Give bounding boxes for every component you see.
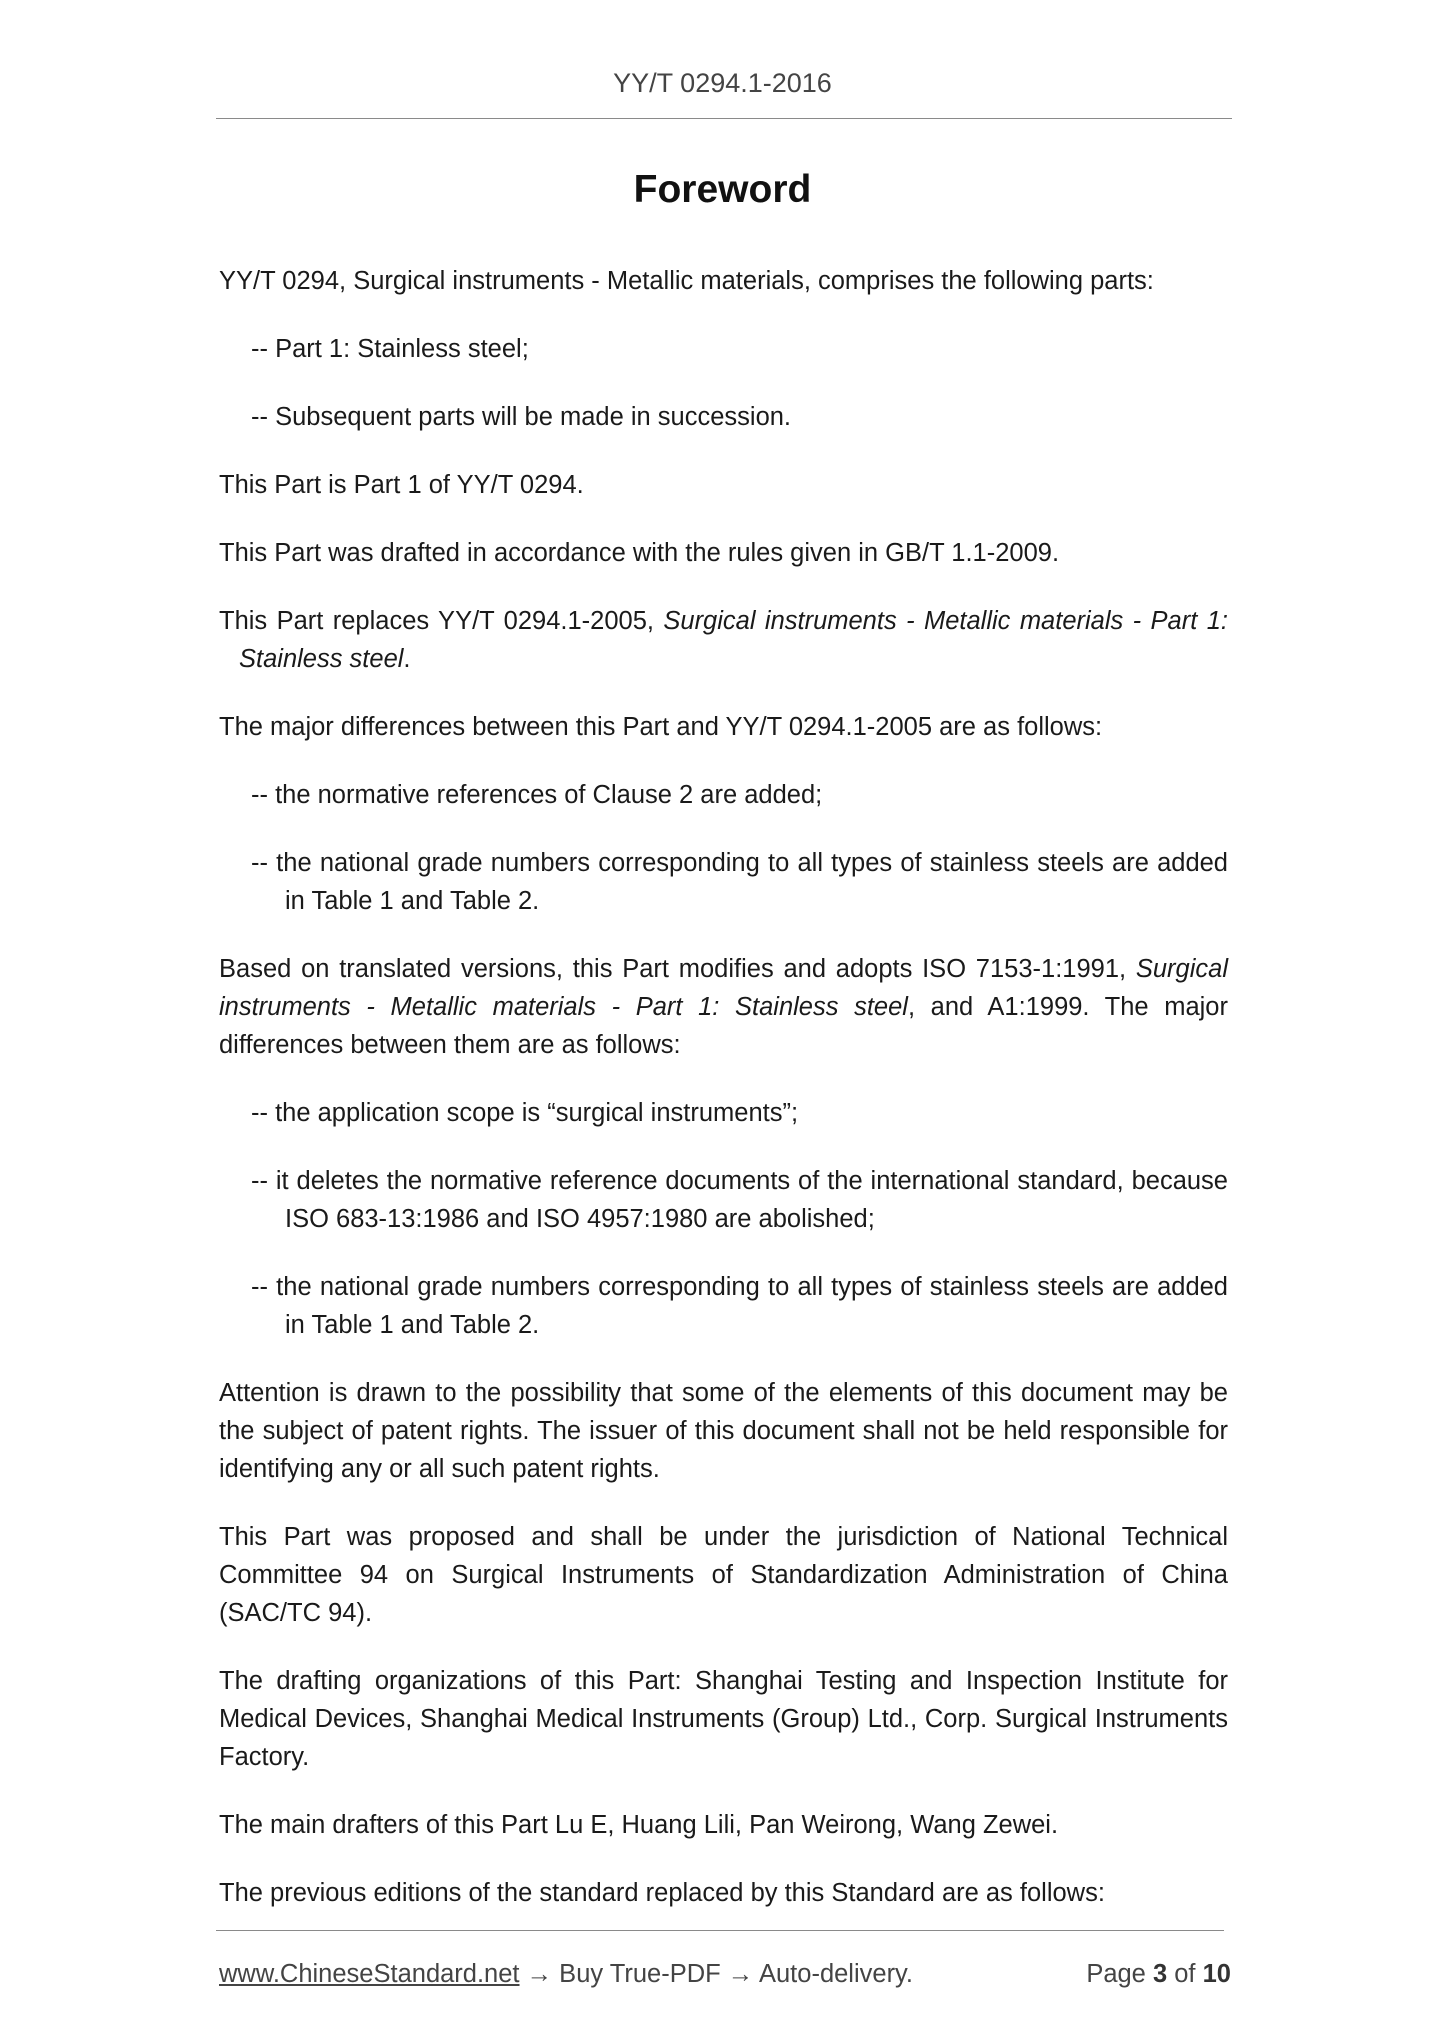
replaces-end: . [403,645,411,673]
list-item: -- Part 1: Stainless steel; [251,335,529,363]
previous-editions-paragraph: The previous editions of the standard replaced by this Standard are as follows: [219,1879,1105,1907]
list-item: -- the application scope is “surgical instruments”; [251,1099,799,1127]
footer-promo [219,1960,913,1989]
iso-title: Surgical instruments - Metallic materials - Part 1: Stainless steel [219,955,1228,1021]
intro-paragraph: YY/T 0294, Surgical instruments - Metallic materials, comprises the following parts: [219,267,1154,295]
document-body [219,262,1228,1942]
header-divider [216,118,1232,119]
replaces-text: This Part replaces YY/T 0294.1-2005, [219,607,664,635]
list-item: -- it deletes the normative reference documents of the international standard, because ISO 683-13:1986 and ISO 4957:1980 are abolished; [251,1167,1228,1233]
part-of-paragraph: This Part is Part 1 of YY/T 0294. [219,471,584,499]
replaces-title: Surgical instruments - Metallic materials - Part 1: Stainless steel [239,607,1228,673]
iso-end: , and A1:1999. The major differences between them are as follows: [219,993,1228,1059]
major-diff-paragraph: The major differences between this Part and YY/T 0294.1-2005 are as follows: [219,713,1103,741]
proposed-paragraph: This Part was proposed and shall be under the jurisdiction of National Technical Committee 94 on Surgical Instruments of Standardization Administration of China (SAC/TC 94). [219,1523,1228,1627]
footer-divider [216,1930,1224,1931]
replaces-paragraph [219,602,1228,678]
list-item: -- the normative references of Clause 2 are added; [251,781,823,809]
page-total: 10 [1202,1960,1231,1988]
list-item: -- the national grade numbers corresponding to all types of stainless steels are added in Table 1 and Table 2. [251,849,1228,915]
list-item: -- the national grade numbers corresponding to all types of stainless steels are added in Table 1 and Table 2. [251,1273,1228,1339]
organizations-paragraph: The drafting organizations of this Part: Shanghai Testing and Inspection Institute for Medical Devices, Shanghai Medical Instruments (Group) Ltd., Corp. Surgical Instruments Factory. [219,1667,1228,1771]
footer-tagline: → Buy True-PDF → Auto-delivery. [519,1960,913,1988]
page-current: 3 [1152,1960,1168,1988]
page-title: Foreword [633,168,812,211]
document-code-header: YY/T 0294.1-2016 [613,68,832,98]
iso-text: Based on translated versions, this Part modifies and adopts ISO 7153-1:1991, [219,955,1136,983]
drafters-paragraph: The main drafters of this Part Lu E, Huang Lili, Pan Weirong, Wang Zewei. [219,1811,1059,1839]
patent-paragraph: Attention is drawn to the possibility that some of the elements of this document may be the subject of patent rights. The issuer of this document shall not be held responsible for identifying any or all such patent rights. [219,1379,1228,1483]
website-link[interactable]: www.ChineseStandard.net [219,1960,520,1988]
page-number [1086,1960,1231,1989]
page-of: of [1174,1960,1196,1988]
list-item: -- Subsequent parts will be made in succession. [251,403,792,431]
iso-paragraph [219,950,1228,1064]
drafted-paragraph: This Part was drafted in accordance with the rules given in GB/T 1.1-2009. [219,539,1060,567]
page-label: Page [1086,1960,1146,1988]
